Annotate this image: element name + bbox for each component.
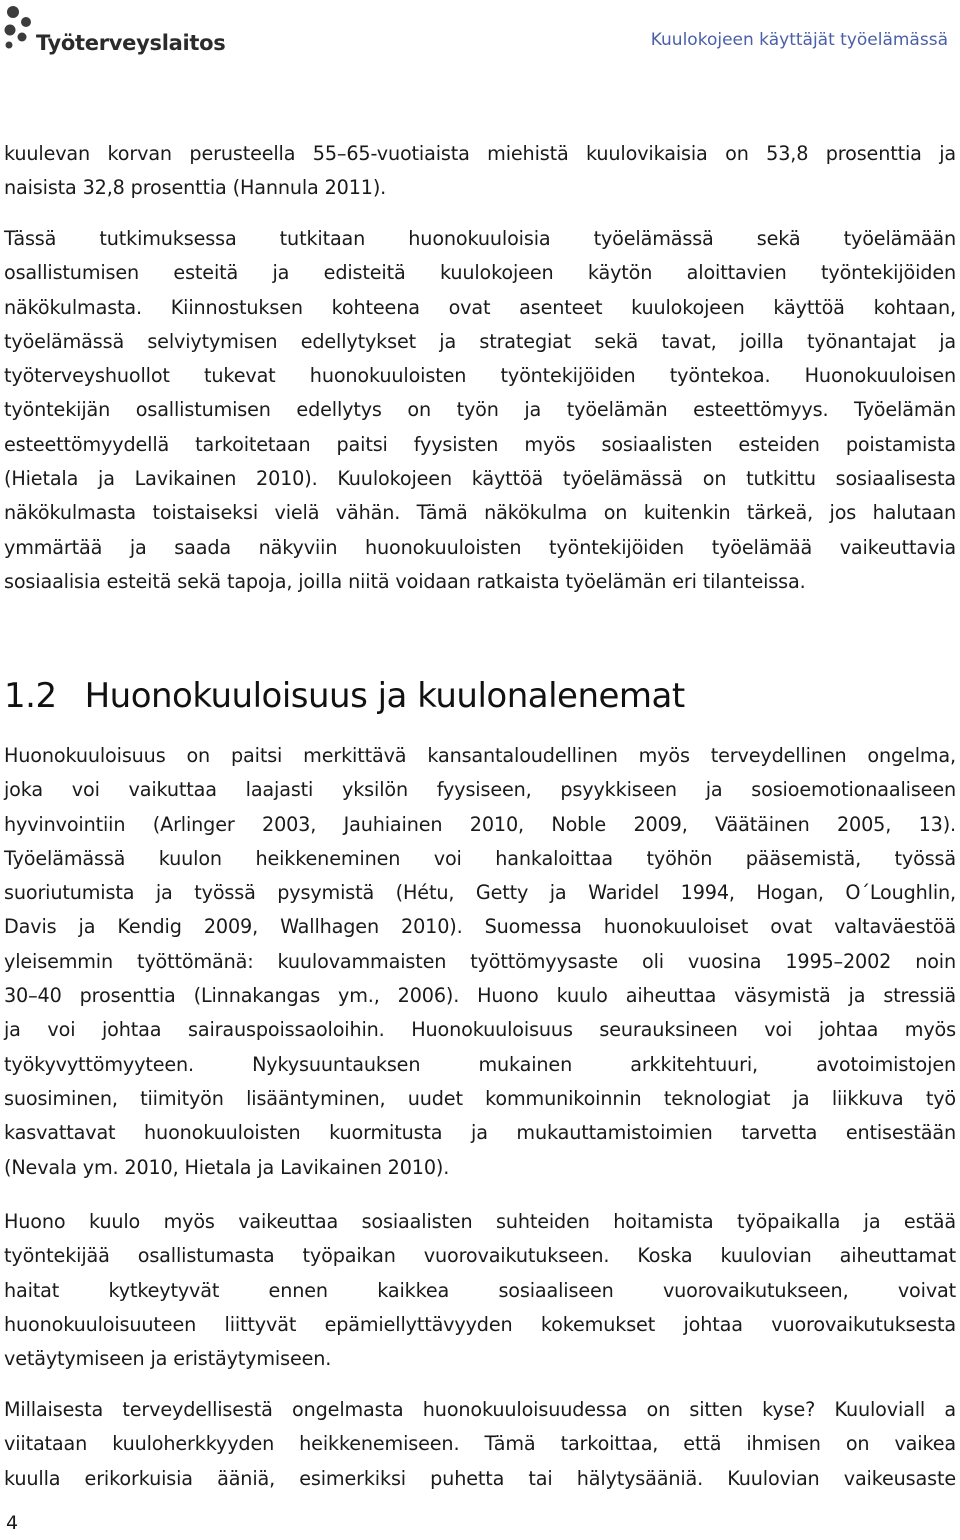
- text-line: kuulla erikorkuisia ääniä, esimerkiksi puhetta tai hälytysääniä. Kuulovian vaikeusaste: [4, 1466, 956, 1490]
- paragraph-health-problem: [4, 1393, 956, 1496]
- section-heading: [4, 676, 685, 716]
- paragraph-research-scope: [4, 222, 956, 599]
- page-number: 4: [6, 1512, 19, 1534]
- text-line: työelämässä selviytymisen edellytykset ja strategiat sekä tavat, joilla työnantajat ja: [4, 329, 956, 353]
- text-line: kuulevan korvan perusteella 55–65-vuotiaista miehistä kuulovikaisia on 53,8 prosenttia ja: [4, 142, 956, 165]
- text-line: 30–40 prosenttia (Linnakangas ym., 2006). Huono kuulo aiheuttaa väsymistä ja stressiä: [4, 984, 956, 1008]
- text-line: Tässä tutkimuksessa tutkitaan huonokuuloisia työelämässä sekä työelämään: [4, 227, 956, 250]
- paragraph-social-relations: [4, 1205, 956, 1376]
- text-line: työntekijän osallistumisen edellytys on työn ja työelämän esteettömyys. Työelämän: [4, 398, 956, 422]
- text-line: kasvattavat huonokuuloisten kuormitusta ja mukauttamistoimien tarvetta entisestään: [4, 1121, 956, 1145]
- text-line: hyvinvointiin (Arlinger 2003, Jauhiainen 2010, Noble 2009, Väätäinen 2005, 13).: [4, 812, 956, 836]
- text-line: ja voi johtaa sairauspoissaoloihin. Huonokuuloisuus seurauksineen voi johtaa myös: [4, 1018, 956, 1042]
- text-line: joka voi vaikuttaa laajasti yksilön fyysiseen, psyykkiseen ja sosioemotionaaliseen: [4, 778, 956, 802]
- text-line: työkyvyttömyyteen. Nykysuuntauksen mukainen arkkitehtuuri, avotoimistojen: [4, 1052, 956, 1076]
- text-line: vetäytymiseen ja eristäytymiseen.: [4, 1347, 332, 1371]
- logo-text: Työterveyslaitos: [36, 31, 226, 55]
- text-line: näkökulmasta. Kiinnostuksen kohteena ovat asenteet kuulokojeen käyttöä kohtaan,: [4, 295, 956, 319]
- organization-logo: [0, 0, 225, 62]
- paragraph-continued: [4, 137, 956, 206]
- text-line: (Hietala ja Lavikainen 2010). Kuulokojeen käyttöä työelämässä on tutkittu sosiaalisesta: [4, 467, 956, 491]
- text-line: esteettömyydellä tarkoitetaan paitsi fyysisten myös sosiaalisten esteiden poistamista: [4, 432, 956, 456]
- text-line: naisista 32,8 prosenttia (Hannula 2011).: [4, 176, 387, 200]
- section-number: 1.2: [4, 676, 57, 716]
- section-title: Huonokuuloisuus ja kuulonalenemat: [84, 676, 685, 716]
- text-line: sosiaalisia esteitä sekä tapoja, joilla niitä voidaan ratkaista työelämän eri tilanteissa.: [4, 569, 806, 593]
- text-line: osallistumisen esteitä ja edisteitä kuulokojeen käytön aloittavien työntekijöiden: [4, 261, 956, 285]
- text-line: Millaisesta terveydellisestä ongelmasta huonokuuloisuudessa on sitten kyse? Kuuloviall a: [4, 1398, 956, 1421]
- paragraph-hearing-impairment: [4, 739, 956, 1185]
- text-line: työntekijää osallistumasta työpaikan vuorovaikutukseen. Koska kuulovian aiheuttamat: [4, 1244, 956, 1268]
- text-line: huonokuuloisuuteen liittyvät epämiellyttävyyden kokemukset johtaa vuorovaikutuksesta: [4, 1312, 956, 1336]
- text-line: suosiminen, tiimityön lisääntyminen, uudet kommunikoinnin teknologiat ja liikkuva työ: [4, 1086, 956, 1110]
- text-line: työterveyshuollot tukevat huonokuuloisten työntekijöiden työntekoa. Huonokuuloisen: [4, 364, 956, 388]
- running-title: Kuulokojeen käyttäjät työelämässä: [650, 30, 948, 50]
- text-line: viitataan kuuloherkkyyden heikkenemiseen. Tämä tarkoittaa, että ihmisen on vaikea: [4, 1432, 956, 1456]
- text-line: yleisemmin työttömänä: kuulovammaisten työttömyysaste oli vuosina 1995–2002 noin: [4, 949, 956, 973]
- text-line: näkökulmasta toistaiseksi vielä vähän. Tämä näkökulma on kuitenkin tärkeä, jos halutaan: [4, 501, 956, 525]
- text-line: ymmärtää ja saada näkyviin huonokuuloisten työntekijöiden työelämää vaikeuttavia: [4, 535, 956, 559]
- text-line: suoriutumista ja työssä pysymistä (Hétu, Getty ja Waridel 1994, Hogan, O´Loughlin,: [4, 881, 956, 905]
- text-line: Huono kuulo myös vaikeuttaa sosiaalisten suhteiden hoitamista työpaikalla ja estää: [4, 1210, 956, 1233]
- text-line: Työelämässä kuulon heikkeneminen voi hankaloittaa työhön pääsemistä, työssä: [4, 846, 956, 870]
- text-line: Davis ja Kendig 2009, Wallhagen 2010). Suomessa huonokuuloiset ovat valtaväestöä: [4, 915, 956, 939]
- text-line: Huonokuuloisuus on paitsi merkittävä kansantaloudellinen myös terveydellinen ongelma,: [4, 744, 956, 767]
- text-line: (Nevala ym. 2010, Hietala ja Lavikainen 2010).: [4, 1155, 450, 1179]
- tyoterveyslaitos-logo-icon: [0, 0, 40, 62]
- text-line: haitat kytkeytyvät ennen kaikkea sosiaaliseen vuorovaikutukseen, voivat: [4, 1278, 956, 1302]
